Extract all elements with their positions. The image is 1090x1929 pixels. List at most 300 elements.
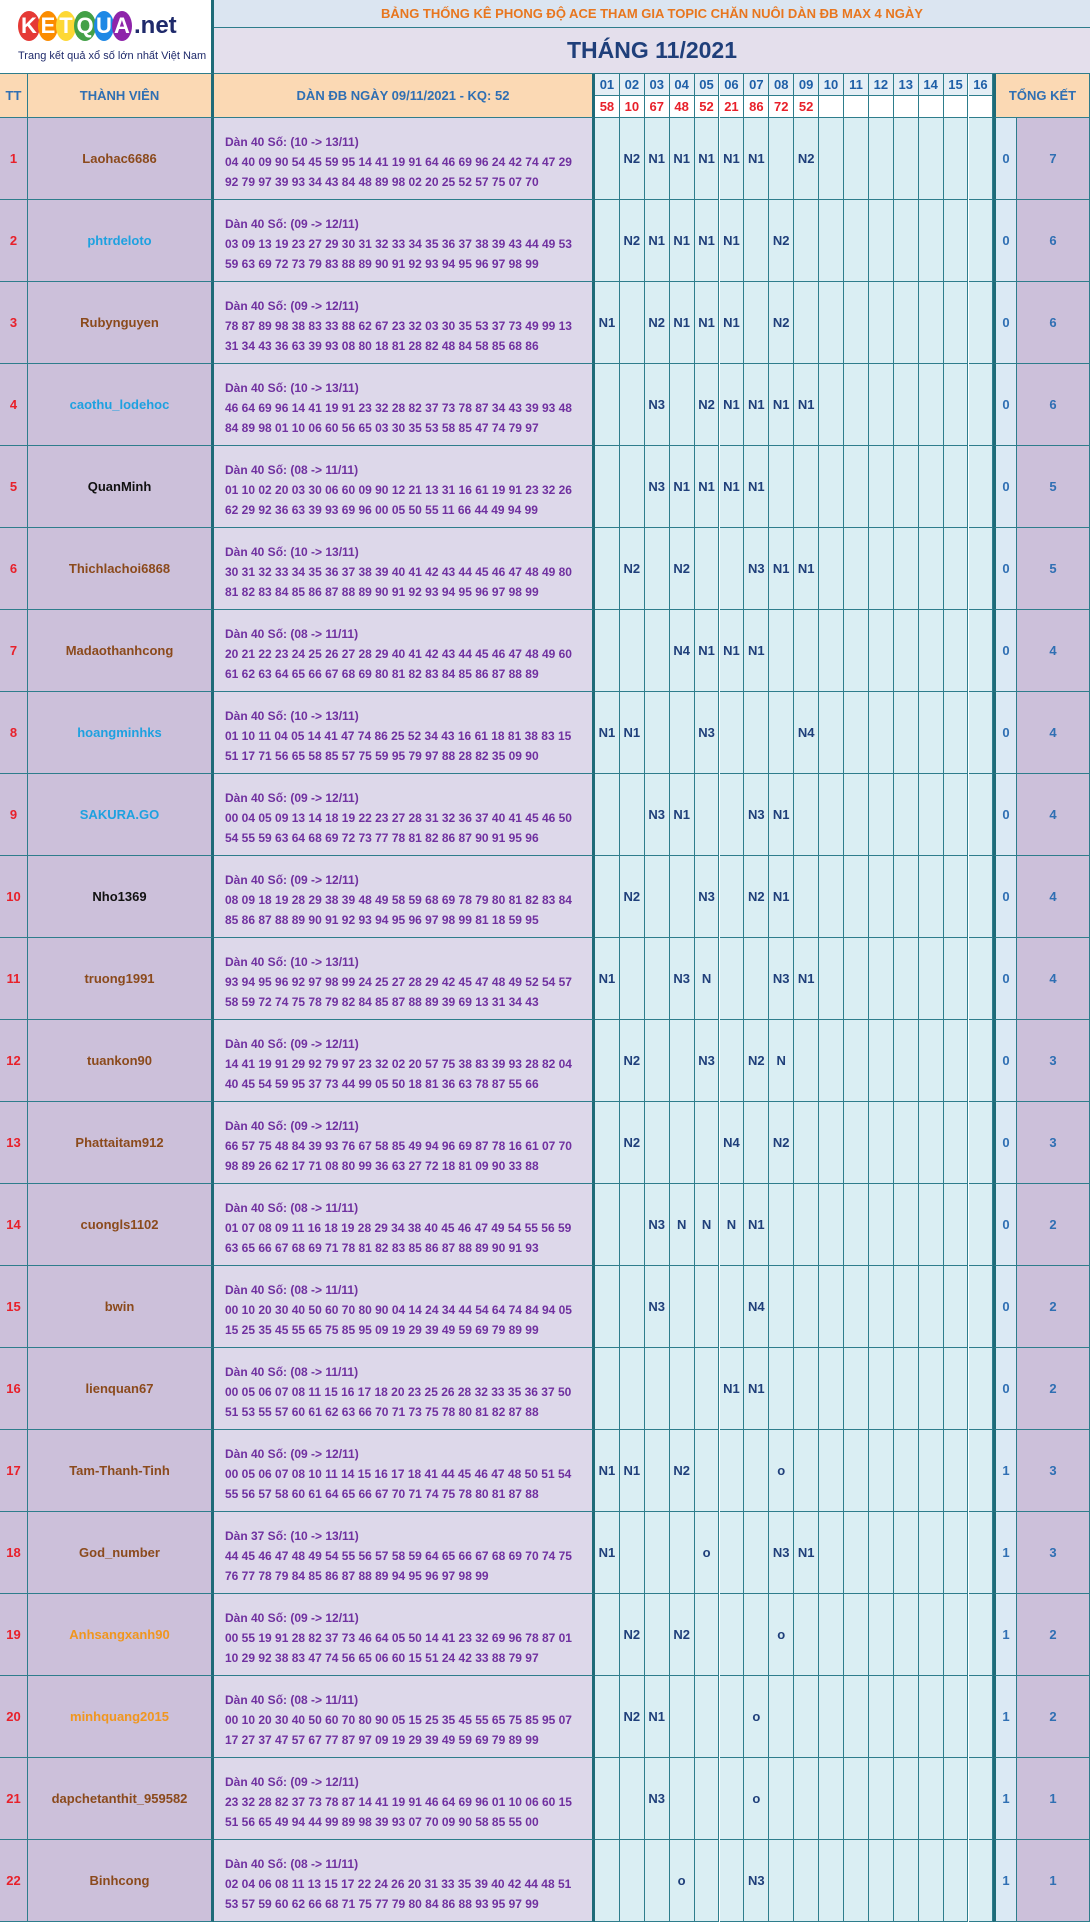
day-mark	[670, 364, 695, 446]
day-mark	[645, 610, 670, 692]
day-mark	[620, 1840, 645, 1922]
day-mark: N2	[645, 282, 670, 364]
day-mark	[944, 1676, 969, 1758]
row-number: 6	[0, 528, 28, 610]
day-mark	[595, 1594, 620, 1676]
day-mark	[844, 938, 869, 1020]
day-mark	[894, 610, 919, 692]
day-mark	[720, 938, 745, 1020]
day-mark: N	[695, 1184, 720, 1266]
dan-numbers	[214, 1840, 595, 1922]
day-mark	[645, 856, 670, 938]
day-mark	[969, 938, 994, 1020]
day-mark	[919, 610, 944, 692]
dan-line-head: Dàn 40 Số: (08 -> 11/11)	[225, 1283, 359, 1297]
day-mark	[794, 1102, 819, 1184]
day-mark	[844, 1102, 869, 1184]
day-mark	[969, 1758, 994, 1840]
row-number: 14	[0, 1184, 28, 1266]
day-mark	[720, 1266, 745, 1348]
dan-numbers	[214, 200, 595, 282]
day-mark	[869, 938, 894, 1020]
dan-line-l2: 84 89 98 01 10 06 60 56 65 03 30 35 53 58 85 47 74 79 97	[225, 421, 539, 435]
dan-line-l1: 00 05 06 07 08 11 15 16 17 18 20 23 25 26 28 32 33 35 36 37 50	[225, 1385, 572, 1399]
day-mark: N2	[620, 856, 645, 938]
day-mark	[869, 200, 894, 282]
day-header-02: 02	[620, 74, 645, 96]
day-header-15: 15	[944, 74, 969, 96]
dan-line-l1: 20 21 22 23 24 25 26 27 28 29 40 41 42 43 44 45 46 47 48 49 60	[225, 647, 572, 661]
score-total: 2	[1017, 1184, 1090, 1266]
day-mark	[695, 1430, 720, 1512]
day-result-14	[919, 96, 944, 118]
member-name[interactable]: truong1991	[28, 938, 214, 1020]
row-number: 22	[0, 1840, 28, 1922]
score-total: 2	[1017, 1676, 1090, 1758]
day-result-01: 58	[595, 96, 620, 118]
day-mark: N1	[769, 364, 794, 446]
day-mark	[794, 1758, 819, 1840]
day-mark	[595, 364, 620, 446]
day-mark	[969, 118, 994, 200]
day-mark	[794, 856, 819, 938]
day-result-13	[894, 96, 919, 118]
day-mark	[595, 774, 620, 856]
dan-line-l1: 00 04 05 09 13 14 18 19 22 23 27 28 31 32 36 37 40 41 45 46 50	[225, 811, 572, 825]
day-mark	[744, 1594, 769, 1676]
dan-line-head: Dàn 40 Số: (09 -> 12/11)	[225, 217, 359, 231]
score-a: 0	[993, 1184, 1017, 1266]
member-name[interactable]: Laohac6686	[28, 118, 214, 200]
day-mark	[670, 1758, 695, 1840]
day-header-16: 16	[969, 74, 994, 96]
day-mark	[720, 1840, 745, 1922]
day-mark: N1	[720, 282, 745, 364]
day-mark: N1	[645, 1676, 670, 1758]
day-mark	[819, 610, 844, 692]
logo-tagline: Trang kết quả xổ số lớn nhất Việt Nam	[18, 50, 207, 62]
dan-line-l2: 63 65 66 67 68 69 71 78 81 82 83 85 86 87 88 89 90 91 93	[225, 1241, 539, 1255]
score-total: 6	[1017, 364, 1090, 446]
member-name[interactable]: Thichlachoi6868	[28, 528, 214, 610]
dan-line-head: Dàn 40 Số: (08 -> 11/11)	[225, 1693, 359, 1707]
dan-line-l2: 85 86 87 88 89 90 91 92 93 94 95 96 97 98 99 81 18 59 95	[225, 913, 539, 927]
day-mark	[894, 1266, 919, 1348]
day-mark	[819, 364, 844, 446]
day-mark	[744, 200, 769, 282]
day-mark	[869, 692, 894, 774]
dan-line-head: Dàn 40 Số: (10 -> 13/11)	[225, 135, 359, 149]
day-mark	[844, 610, 869, 692]
score-total: 3	[1017, 1020, 1090, 1102]
day-header-08: 08	[769, 74, 794, 96]
day-mark	[944, 1020, 969, 1102]
day-mark: N3	[744, 774, 769, 856]
day-mark	[969, 1266, 994, 1348]
day-mark	[744, 692, 769, 774]
day-mark	[969, 1676, 994, 1758]
day-mark	[769, 118, 794, 200]
day-mark: N3	[645, 364, 670, 446]
dan-line-l2: 15 25 35 45 55 65 75 85 95 09 19 29 39 49 59 69 79 89 99	[225, 1323, 539, 1337]
day-mark	[969, 1512, 994, 1594]
score-a: 1	[993, 1594, 1017, 1676]
day-mark	[894, 692, 919, 774]
day-mark	[844, 1840, 869, 1922]
day-mark	[869, 364, 894, 446]
score-total: 4	[1017, 856, 1090, 938]
day-mark	[645, 1840, 670, 1922]
day-header-13: 13	[894, 74, 919, 96]
dan-line-head: Dàn 40 Số: (10 -> 13/11)	[225, 955, 359, 969]
dan-line-l1: 00 55 19 91 28 82 37 73 46 64 05 50 14 41 23 32 69 96 78 87 01	[225, 1631, 572, 1645]
day-header-14: 14	[919, 74, 944, 96]
day-header-07: 07	[744, 74, 769, 96]
day-mark	[744, 1512, 769, 1594]
member-name[interactable]: lienquan67	[28, 1348, 214, 1430]
day-mark	[944, 856, 969, 938]
day-mark	[919, 692, 944, 774]
day-mark	[794, 1430, 819, 1512]
day-mark	[844, 856, 869, 938]
day-mark	[894, 1184, 919, 1266]
member-name[interactable]: SAKURA.GO	[28, 774, 214, 856]
day-mark: N2	[744, 856, 769, 938]
day-mark	[794, 1594, 819, 1676]
member-name[interactable]: Tam-Thanh-Tinh	[28, 1430, 214, 1512]
dan-line-l1: 00 10 20 30 40 50 60 70 80 90 04 14 24 34 44 54 64 74 84 94 05	[225, 1303, 572, 1317]
day-mark	[794, 1266, 819, 1348]
score-a: 0	[993, 856, 1017, 938]
day-mark: N1	[670, 446, 695, 528]
day-mark	[944, 1840, 969, 1922]
dan-numbers	[214, 282, 595, 364]
day-mark	[944, 692, 969, 774]
score-a: 0	[993, 364, 1017, 446]
day-mark: N1	[695, 446, 720, 528]
day-mark	[645, 1512, 670, 1594]
day-mark	[819, 1348, 844, 1430]
day-mark: N4	[720, 1102, 745, 1184]
day-mark: N1	[744, 1348, 769, 1430]
dan-numbers	[214, 446, 595, 528]
day-mark	[620, 774, 645, 856]
day-mark	[919, 1020, 944, 1102]
day-mark	[595, 1758, 620, 1840]
day-mark	[969, 1594, 994, 1676]
day-mark	[944, 1102, 969, 1184]
day-mark	[919, 1102, 944, 1184]
dan-line-l2: 51 17 71 56 65 58 85 57 75 59 95 79 97 88 28 82 35 09 90	[225, 749, 539, 763]
day-mark: N2	[620, 1020, 645, 1102]
score-a: 1	[993, 1758, 1017, 1840]
day-mark	[720, 692, 745, 774]
dan-numbers	[214, 1594, 595, 1676]
day-mark	[695, 528, 720, 610]
day-mark	[969, 856, 994, 938]
dan-line-head: Dàn 40 Số: (09 -> 12/11)	[225, 1775, 359, 1789]
day-mark: N1	[620, 1430, 645, 1512]
member-name[interactable]: bwin	[28, 1266, 214, 1348]
day-mark: o	[695, 1512, 720, 1594]
dan-line-l1: 01 07 08 09 11 16 18 19 28 29 34 38 40 45 46 47 49 54 55 56 59	[225, 1221, 572, 1235]
day-mark	[819, 446, 844, 528]
day-mark	[819, 282, 844, 364]
day-mark	[919, 774, 944, 856]
member-name[interactable]: Phattaitam912	[28, 1102, 214, 1184]
day-mark: o	[744, 1758, 769, 1840]
day-mark	[769, 1758, 794, 1840]
day-mark	[695, 1102, 720, 1184]
day-mark	[869, 1020, 894, 1102]
day-mark	[969, 364, 994, 446]
dan-line-l2: 53 57 59 60 62 66 68 71 75 77 79 80 84 86 88 93 95 97 99	[225, 1897, 539, 1911]
dan-line-l1: 00 10 20 30 40 50 60 70 80 90 05 15 25 35 45 55 65 75 85 95 07	[225, 1713, 572, 1727]
day-result-06: 21	[720, 96, 745, 118]
day-mark	[844, 446, 869, 528]
day-mark: N3	[670, 938, 695, 1020]
dan-line-l2: 51 53 55 57 60 61 62 63 66 70 71 73 75 78 80 81 82 87 88	[225, 1405, 539, 1419]
day-mark: N1	[720, 446, 745, 528]
day-result-16	[969, 96, 994, 118]
day-mark	[670, 692, 695, 774]
member-name[interactable]: QuanMinh	[28, 446, 214, 528]
dan-line-head: Dàn 37 Số: (10 -> 13/11)	[225, 1529, 359, 1543]
day-mark	[844, 1512, 869, 1594]
day-mark	[695, 1840, 720, 1922]
row-number: 4	[0, 364, 28, 446]
day-mark	[894, 118, 919, 200]
day-mark	[844, 692, 869, 774]
day-mark: N1	[670, 118, 695, 200]
day-mark	[819, 1020, 844, 1102]
score-a: 0	[993, 1348, 1017, 1430]
day-mark: N2	[769, 1102, 794, 1184]
row-number: 16	[0, 1348, 28, 1430]
day-mark	[695, 1266, 720, 1348]
day-mark: N1	[595, 1512, 620, 1594]
day-mark: o	[670, 1840, 695, 1922]
day-mark	[944, 774, 969, 856]
day-mark	[894, 282, 919, 364]
dan-line-head: Dàn 40 Số: (10 -> 13/11)	[225, 545, 359, 559]
dan-line-l2: 59 63 69 72 73 79 83 88 89 90 91 92 93 94 95 96 97 98 99	[225, 257, 539, 271]
day-mark	[869, 1512, 894, 1594]
day-mark	[869, 1266, 894, 1348]
member-name[interactable]: Binhcong	[28, 1840, 214, 1922]
day-mark: N2	[620, 1594, 645, 1676]
row-number: 3	[0, 282, 28, 364]
day-mark: N1	[794, 364, 819, 446]
day-mark	[894, 1594, 919, 1676]
day-mark	[670, 1348, 695, 1430]
day-mark: N2	[620, 1676, 645, 1758]
dan-numbers	[214, 692, 595, 774]
day-mark	[894, 364, 919, 446]
dan-line-head: Dàn 40 Số: (10 -> 13/11)	[225, 709, 359, 723]
row-number: 17	[0, 1430, 28, 1512]
day-mark	[794, 774, 819, 856]
dan-line-l1: 01 10 02 20 03 30 06 60 09 90 12 21 13 31 16 61 19 91 23 32 26	[225, 483, 572, 497]
row-number: 13	[0, 1102, 28, 1184]
day-mark	[969, 1184, 994, 1266]
day-mark	[944, 200, 969, 282]
score-a: 0	[993, 118, 1017, 200]
logo-letter-q: Q	[74, 11, 96, 41]
day-mark	[919, 1184, 944, 1266]
day-mark	[944, 1594, 969, 1676]
day-mark	[620, 282, 645, 364]
day-mark	[645, 692, 670, 774]
dan-line-l1: 03 09 13 19 23 27 29 30 31 32 33 34 35 36 37 38 39 43 44 49 53	[225, 237, 572, 251]
dan-numbers	[214, 364, 595, 446]
member-name[interactable]: hoangminhks	[28, 692, 214, 774]
row-number: 7	[0, 610, 28, 692]
day-mark: N1	[720, 610, 745, 692]
month-title: THÁNG 11/2021	[214, 28, 1090, 74]
logo[interactable]	[18, 8, 177, 44]
day-mark	[944, 1184, 969, 1266]
dan-line-head: Dàn 40 Số: (09 -> 12/11)	[225, 299, 359, 313]
day-mark	[844, 200, 869, 282]
day-mark	[670, 1266, 695, 1348]
dan-numbers	[214, 1512, 595, 1594]
score-total: 2	[1017, 1266, 1090, 1348]
day-mark	[944, 1266, 969, 1348]
day-header-09: 09	[794, 74, 819, 96]
day-mark: N	[670, 1184, 695, 1266]
dan-numbers	[214, 610, 595, 692]
member-name[interactable]: cuongls1102	[28, 1184, 214, 1266]
member-name[interactable]: Nho1369	[28, 856, 214, 938]
day-mark: o	[769, 1430, 794, 1512]
score-a: 0	[993, 1102, 1017, 1184]
day-mark: N2	[670, 1430, 695, 1512]
member-name[interactable]: minhquang2015	[28, 1676, 214, 1758]
day-mark	[769, 1184, 794, 1266]
member-name[interactable]: Rubynguyen	[28, 282, 214, 364]
day-mark	[769, 446, 794, 528]
day-mark: N1	[670, 774, 695, 856]
day-mark	[794, 1020, 819, 1102]
score-a: 1	[993, 1840, 1017, 1922]
day-mark	[794, 282, 819, 364]
day-header-01: 01	[595, 74, 620, 96]
day-mark: N1	[645, 200, 670, 282]
day-mark	[869, 610, 894, 692]
day-mark	[720, 1758, 745, 1840]
day-mark	[894, 446, 919, 528]
row-number: 20	[0, 1676, 28, 1758]
day-mark	[720, 1020, 745, 1102]
day-mark: o	[744, 1676, 769, 1758]
day-result-10	[819, 96, 844, 118]
day-mark: N3	[645, 446, 670, 528]
day-mark	[919, 1758, 944, 1840]
day-mark: N1	[695, 200, 720, 282]
day-mark: N1	[794, 1512, 819, 1594]
member-name[interactable]: God_number	[28, 1512, 214, 1594]
day-mark	[919, 364, 944, 446]
day-mark: N1	[670, 282, 695, 364]
day-mark: N1	[744, 364, 769, 446]
day-mark: N1	[670, 200, 695, 282]
member-name[interactable]: dapchetanthit_959582	[28, 1758, 214, 1840]
day-mark: N2	[670, 528, 695, 610]
day-mark	[894, 200, 919, 282]
dan-line-l2: 92 79 97 39 93 34 43 84 48 89 98 02 20 25 52 57 75 07 70	[225, 175, 539, 189]
day-mark: N1	[744, 446, 769, 528]
day-mark	[944, 528, 969, 610]
day-header-05: 05	[695, 74, 720, 96]
score-total: 1	[1017, 1758, 1090, 1840]
day-mark	[944, 282, 969, 364]
day-mark	[944, 1512, 969, 1594]
day-mark	[769, 1348, 794, 1430]
logo-letter-a: A	[112, 11, 132, 41]
day-mark	[894, 1348, 919, 1430]
member-name[interactable]: phtrdeloto	[28, 200, 214, 282]
row-number: 10	[0, 856, 28, 938]
day-mark	[894, 1758, 919, 1840]
day-mark	[819, 856, 844, 938]
day-mark	[595, 1348, 620, 1430]
member-name[interactable]: caothu_lodehoc	[28, 364, 214, 446]
day-mark: N1	[744, 1184, 769, 1266]
day-mark	[969, 774, 994, 856]
day-mark	[670, 1676, 695, 1758]
day-mark	[819, 1102, 844, 1184]
row-number: 8	[0, 692, 28, 774]
day-mark: N2	[670, 1594, 695, 1676]
row-number: 5	[0, 446, 28, 528]
member-name[interactable]: Madaothanhcong	[28, 610, 214, 692]
day-mark	[720, 1594, 745, 1676]
row-number: 11	[0, 938, 28, 1020]
day-mark	[819, 200, 844, 282]
row-number: 19	[0, 1594, 28, 1676]
dan-numbers	[214, 118, 595, 200]
header-dan: DÀN ĐB NGÀY 09/11/2021 - KQ: 52	[214, 74, 595, 118]
day-mark	[819, 1840, 844, 1922]
day-mark	[869, 774, 894, 856]
member-name[interactable]: Anhsangxanh90	[28, 1594, 214, 1676]
day-mark	[744, 1102, 769, 1184]
member-name[interactable]: tuankon90	[28, 1020, 214, 1102]
score-total: 2	[1017, 1348, 1090, 1430]
score-total: 3	[1017, 1430, 1090, 1512]
day-mark	[819, 1184, 844, 1266]
day-mark: N2	[620, 200, 645, 282]
day-mark	[944, 1758, 969, 1840]
day-mark	[869, 528, 894, 610]
day-mark	[620, 610, 645, 692]
day-mark	[919, 446, 944, 528]
day-mark	[595, 1020, 620, 1102]
dan-line-l1: 02 04 06 08 11 13 15 17 22 24 26 20 31 33 35 39 40 42 44 48 51	[225, 1877, 572, 1891]
day-mark	[595, 1266, 620, 1348]
dan-line-l2: 10 29 92 38 83 47 74 56 65 06 60 15 51 24 42 33 88 79 97	[225, 1651, 539, 1665]
day-mark	[769, 692, 794, 774]
day-mark	[869, 1758, 894, 1840]
day-mark	[695, 1758, 720, 1840]
day-mark	[769, 1676, 794, 1758]
day-mark	[720, 774, 745, 856]
day-mark	[969, 1102, 994, 1184]
dan-line-l2: 51 56 65 49 94 44 99 89 98 39 93 07 70 09 90 58 85 55 00	[225, 1815, 539, 1829]
day-mark	[645, 938, 670, 1020]
dan-line-head: Dàn 40 Số: (09 -> 12/11)	[225, 791, 359, 805]
